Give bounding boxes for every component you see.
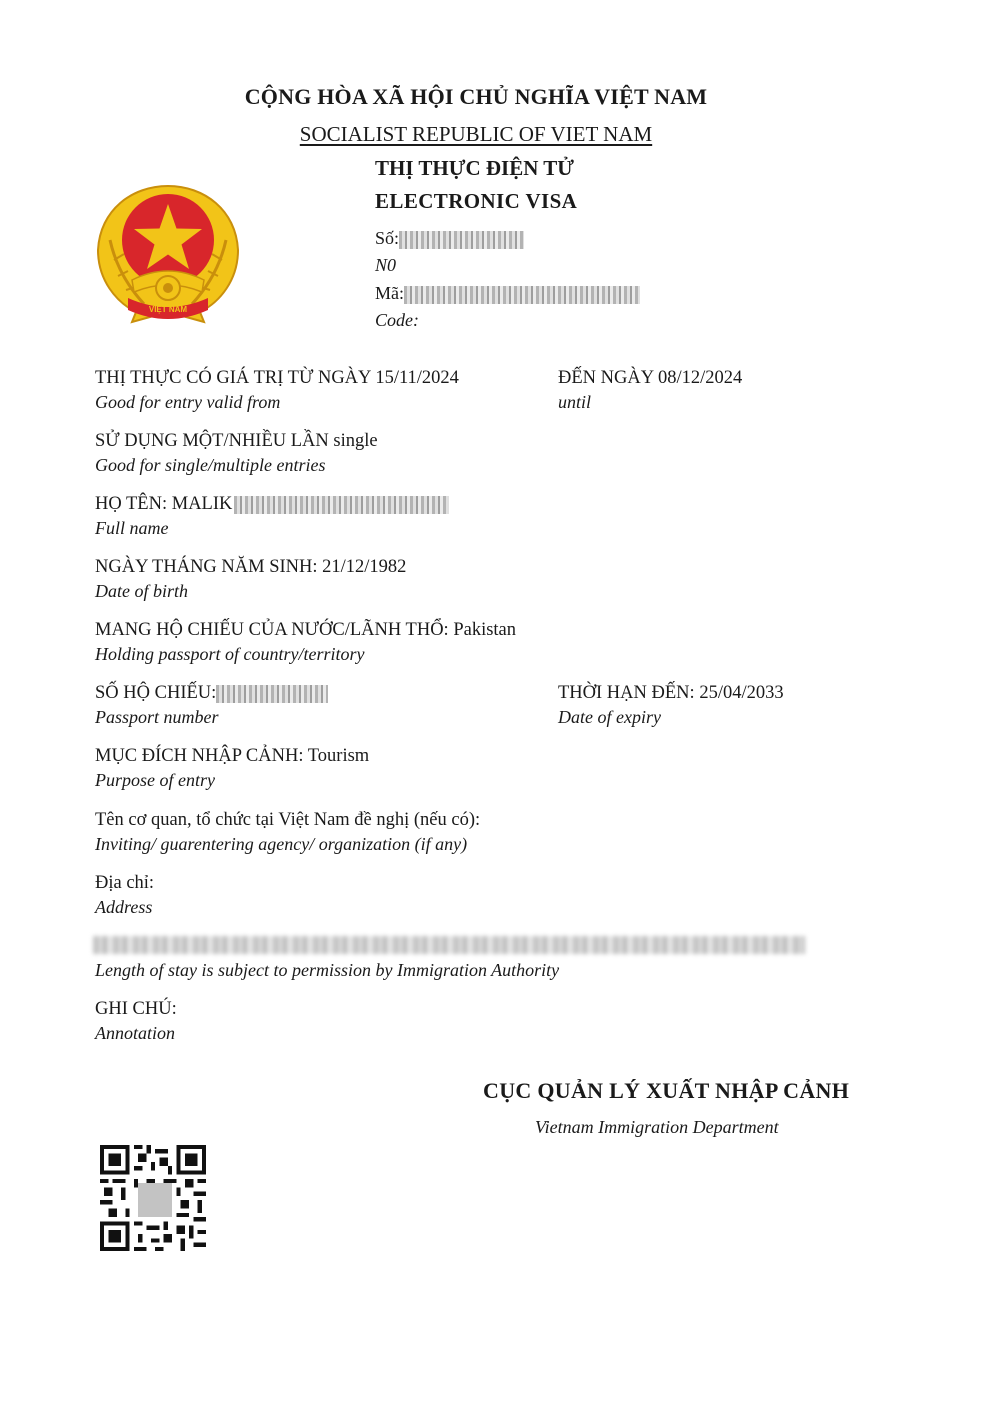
visa-title-en: ELECTRONIC VISA [375, 189, 578, 213]
country-title-en: SOCIALIST REPUBLIC OF VIET NAM [299, 122, 653, 146]
address-label-en: Address [95, 897, 153, 917]
nationality-row [95, 620, 516, 641]
dob-row [95, 557, 406, 578]
passport-row [95, 683, 328, 704]
visa-number-row [375, 228, 524, 249]
visa-code-label-en: Code: [375, 310, 419, 330]
inviting-label-en: Inviting/ guarentering agency/ organization (if any) [95, 834, 468, 854]
dob-label-en: Date of birth [95, 581, 188, 601]
passport-expiry-label-en: Date of expiry [558, 707, 661, 727]
issuer-name-en: Vietnam Immigration Department [535, 1117, 779, 1137]
address-redacted [93, 936, 805, 954]
national-emblem [92, 180, 244, 330]
address-label-vn: Địa chỉ: [95, 873, 155, 893]
validity-from-row [95, 368, 459, 389]
validity-until-row [558, 368, 742, 389]
entries-label: SỬ DỤNG MỘT/NHIỀU LẦN [95, 431, 329, 451]
passport-label-en: Passport number [95, 707, 219, 727]
entries-row [95, 431, 378, 452]
validity-until-label-en: until [558, 392, 592, 412]
emblem-ribbon-text: VIỆT NAM [148, 305, 188, 314]
purpose-row [95, 746, 369, 767]
dob-value: 21/12/1982 [322, 557, 407, 577]
nationality-value: Pakistan [453, 620, 517, 640]
purpose-value: Tourism [307, 746, 370, 766]
country-title-vn: CỘNG HÒA XÃ HỘI CHỦ NGHĨA VIỆT NAM [244, 84, 708, 109]
validity-from-label: THỊ THỰC CÓ GIÁ TRỊ TỪ NGÀY [95, 368, 371, 388]
dob-label: NGÀY THÁNG NĂM SINH: [95, 557, 318, 577]
full-name-row [95, 494, 449, 515]
validity-until-value: 08/12/2024 [658, 368, 743, 388]
passport-expiry-value: 25/04/2033 [699, 683, 784, 703]
visa-number-label-en: N0 [375, 255, 397, 275]
issuer-name-vn: CỤC QUẢN LÝ XUẤT NHẬP CẢNH [483, 1078, 850, 1103]
visa-code-row [375, 283, 640, 304]
full-name-label: HỌ TÊN: [95, 494, 168, 514]
purpose-label-en: Purpose of entry [95, 770, 215, 790]
visa-code-label-vn: Mã: [375, 283, 404, 303]
validity-from-value: 15/11/2024 [375, 368, 459, 388]
qr-code [100, 1145, 206, 1251]
purpose-label: MỤC ĐÍCH NHẬP CẢNH: [95, 746, 304, 766]
annotation-label-vn: GHI CHÚ: [95, 999, 177, 1019]
passport-expiry-label: THỜI HẠN ĐẾN: [558, 683, 695, 703]
passport-number-redacted [216, 685, 328, 703]
passport-label: SỐ HỘ CHIẾU: [95, 683, 217, 703]
entries-value: single [333, 431, 378, 451]
stay-note: Length of stay is subject to permission by Immigration Authority [95, 960, 560, 980]
nationality-label: MANG HỘ CHIẾU CỦA NƯỚC/LÃNH THỔ: [95, 620, 449, 640]
full-name-value: MALIK [171, 494, 233, 514]
visa-number-redacted [399, 231, 524, 249]
full-name-label-en: Full name [95, 518, 169, 538]
full-name-redacted [234, 496, 449, 514]
validity-until-label: ĐẾN NGÀY [558, 368, 654, 388]
inviting-label-vn: Tên cơ quan, tổ chức tại Việt Nam đề nghị (nếu có): [95, 810, 481, 830]
visa-code-redacted [404, 286, 640, 304]
validity-from-label-en: Good for entry valid from [95, 392, 281, 412]
entries-label-en: Good for single/multiple entries [95, 455, 326, 475]
nationality-label-en: Holding passport of country/territory [95, 644, 365, 664]
visa-title-vn: THỊ THỰC ĐIỆN TỬ [375, 156, 574, 180]
annotation-label-en: Annotation [95, 1023, 175, 1043]
passport-expiry-row [558, 683, 784, 704]
visa-number-label-vn: Số: [375, 228, 400, 248]
country-title-en-wrap [0, 122, 952, 147]
